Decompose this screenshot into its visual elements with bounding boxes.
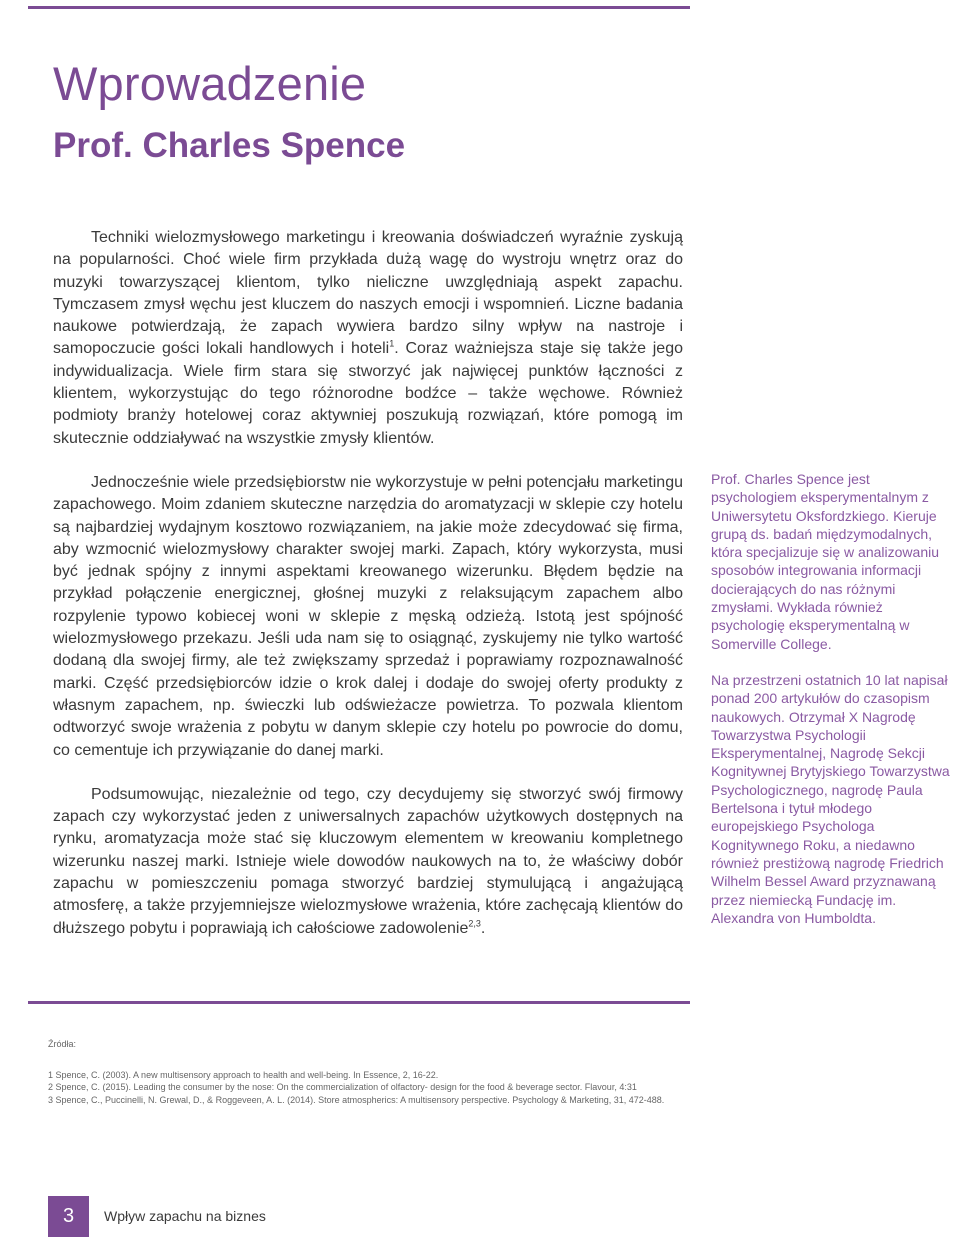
paragraph-3-text: Podsumowując, niezależnie od tego, czy decydujemy się stworzyć swój firmowy zapach czy wykorzystać jeden z uniwersalnych zapachów użytkowych dostępnych na rynku, aromatyzacja może stać się kluczowym elementem w kreowaniu kompletnego wizerunku naszej marki. Istnieje wiele dowodów naukowych na to, że właściwy dobór zapachu w pomieszczeniu pomaga stworzyć bardziej stymulującą i angażującą atmosferę, a także przyjemniejsze wielozmysłowe wrażenia, które zachęcają klientów do dłuższego pobytu i poprawiają ich całościowe zadowolenie [53, 785, 683, 937]
paragraph-3-text-cont: . [480, 919, 486, 937]
paragraph-2: Jednocześnie wiele przedsiębiorstw nie wykorzystuje w pełni potencjału marketingu zapachowego. Moim zdaniem skuteczne narzędzia do aromatyzacji w sklepie czy hotelu są najbardziej wydajnym kosztowo rozwiązaniem, na jakie może zdecydować się firma, aby wzmocnić wielozmysłowy charakter swojej marki. Zapach, który wykorzysta, musi być jednak spójny z innymi aspektami kreowanego wizerunku. Błędem będzie na przykład połączenie energicznej, głośnej muzyki z relaksującym zapachem albo rozpylenie typowo kobiecej woni w sklepie z męską odzieżą. Istotą jest spójność wielozmysłowego przekazu. Jeśli uda nam się to osiągnąć, zyskujemy nie tylko wartość dodaną dla swojej firmy, ale też zwiększamy sprzedaż i poprawiamy rozpoznawalność marki. Część przedsiębiorców idzie o krok dalej i dodaje do swojej oferty produkty z własnym zapachem, np. świeczki lub odświeżacze powietrza. To pozwala klientom odtworzyć swoje wrażenia z pobytu w danym sklepie czy hotelu po powrocie do domu, co cementuje ich przywiązanie do danej marki. [53, 473, 683, 759]
bio-paragraph-2: Na przestrzeni ostatnich 10 lat napisał ponad 200 artykułów do czasopism naukowych. Otrzymał X Nagrodę Towarzystwa Psychologii Eksperymentalnej, Nagrodę Sekcji Kognitywnej Brytyjskiego Towarzystwa Psychologicznego, nagrodę Paula Bertelsona i tytuł młodego europejskiego Psychologa Kognitywnego Roku, a niedawno również prestiżową nagrodę Friedrich Wilhelm Bessel Award przyznawaną przez niemiecką Fundację im. Alexandra von Humboldta. [711, 671, 950, 926]
paragraph-3 [53, 784, 683, 940]
footer-caption: Wpływ zapachu na biznes [104, 1208, 266, 1224]
sources-label: Źródła: [48, 1039, 77, 1049]
source-item: 3 Spence, C., Puccinelli, N. Grewal, D., & Roggeveen, A. L. (2014). Store atmospherics: A multisensory perspective. Psychology & Marketing, 31, 472-488. [48, 1094, 665, 1105]
bio-paragraph-1: Prof. Charles Spence jest psychologiem eksperymentalnym z Uniwersytetu Oksfordzkiego. Kieruje grupą ds. badań międzymodalnych, która specjalizuje się w analizowaniu sposobów integrowania informacji docierających do nas różnymi zmysłami. Wykłada również psychologię eksperymentalną w Somerville College. [711, 471, 940, 652]
page-title: Wprowadzenie [53, 57, 367, 110]
source-item: 1 Spence, C. (2003). A new multisensory approach to health and well-being. In Essence, 2, 16-22. [48, 1069, 439, 1080]
footnote-ref-1: 1 [389, 339, 395, 350]
main-text [53, 227, 683, 940]
author-name: Prof. Charles Spence [53, 126, 406, 165]
paragraph-1-text: Techniki wielozmysłowego marketingu i kreowania doświadczeń wyraźnie zyskują na popularności. Choć wiele firm przykłada dużą wagę do wystroju wnętrz oraz do muzyki towarzyszącej klientom, tylko nieliczne uwzględniają aspekt zapachu. Tymczasem zmysł węchu jest kluczem do naszych emocji i wspomnień. Liczne badania naukowe potwierdzają, że zapach wywiera bardzo silny wpływ na nastroje i samopoczucie gości lokali handlowych i hoteli [53, 229, 683, 358]
paragraph-1-text-cont: . Coraz ważniejsza staje się także jego indywidualizacja. Wiele firm stara się stworzyć jak najwięcej punktów łączności z klientem, wykorzystując do tego różnorodne bodźce – także węchowe. Również podmioty branży hotelowej coraz aktywniej poszukują rozwiązań, które pomogą im skutecznie oddziaływać na wszystkie zmysły klientów. [53, 340, 684, 447]
top-rule [28, 6, 690, 9]
sources-list [48, 1069, 748, 1107]
bottom-rule [28, 1001, 690, 1004]
sources [48, 1038, 748, 1106]
footnote-ref-2-3: 2,3 [468, 918, 481, 929]
source-item: 2 Spence, C. (2015). Leading the consumer by the nose: On the commercialization of olfactory- design for the food & beverage sector. Flavour, 4:31 [48, 1082, 637, 1092]
author-bio [711, 470, 959, 927]
page-number: 3 [48, 1196, 89, 1237]
paragraph-1 [53, 227, 683, 450]
